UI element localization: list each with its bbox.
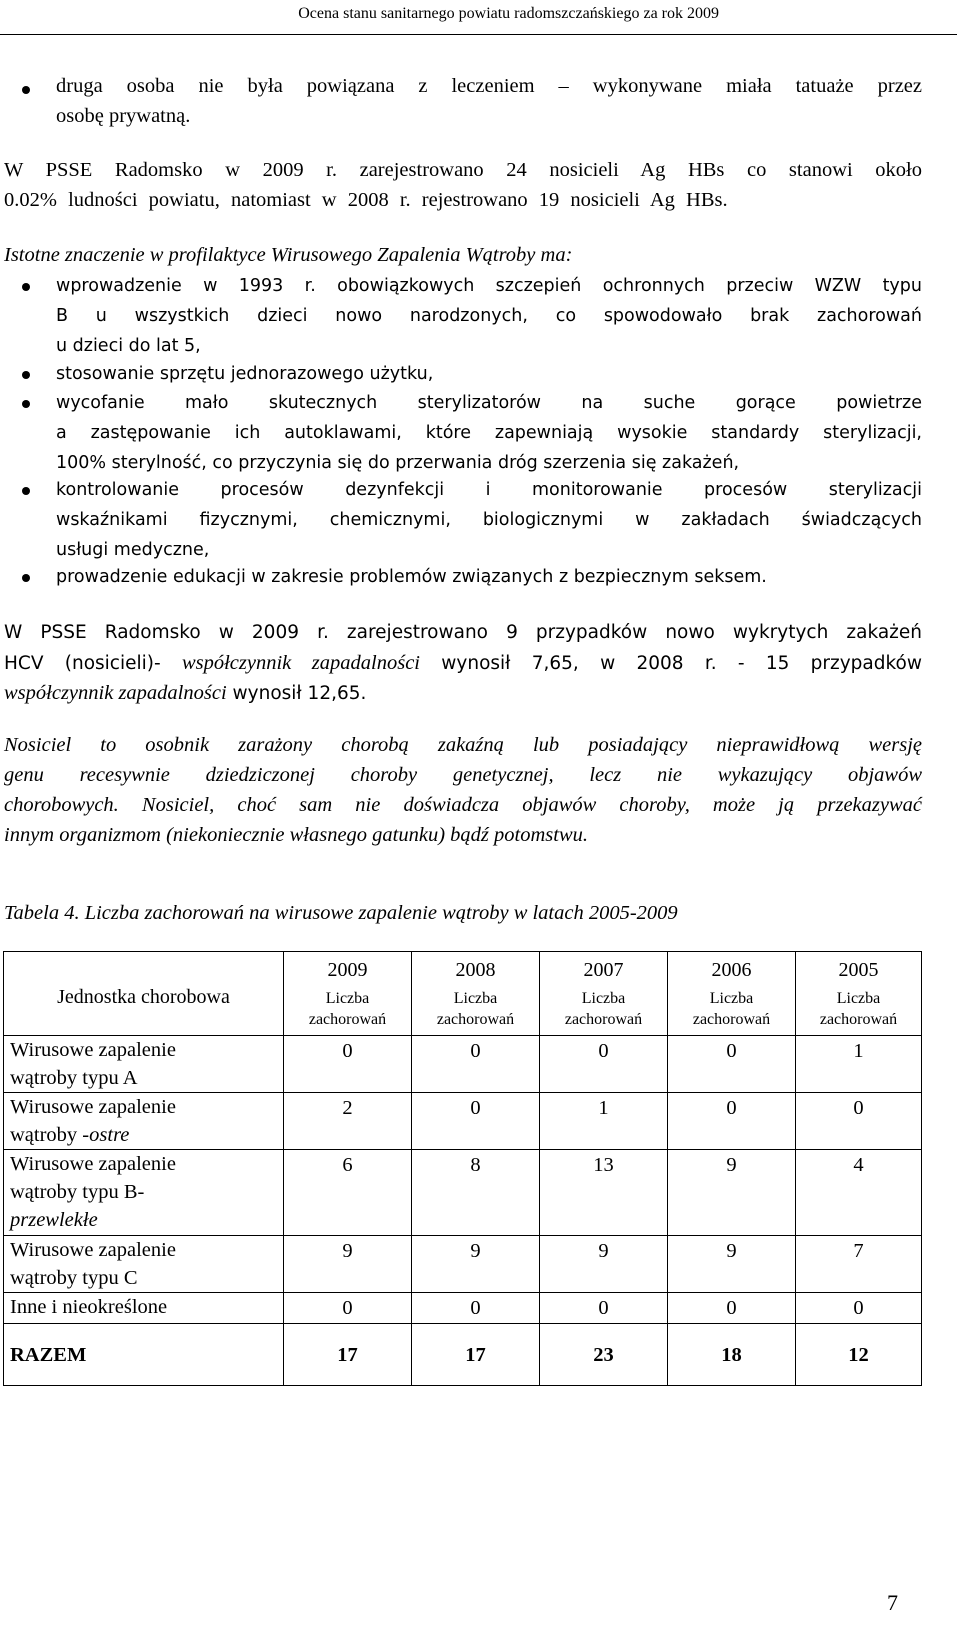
text-line: wycofanie mało skutecznych sterylizatorów na suche gorące powietrze (56, 393, 922, 413)
paragraph-hbs-carriers (4, 155, 922, 215)
data-table (3, 951, 922, 1386)
value-cell: 0 (668, 1036, 796, 1093)
sub-header-line: zachorowań (308, 1011, 387, 1028)
bullet-dot (22, 574, 30, 582)
value-cell: 0 (540, 1036, 668, 1093)
row-label-line: wątroby typu B- (10, 1181, 145, 1203)
total-value-cell: 18 (668, 1324, 796, 1386)
text-segment: wynosił 7,65, w 2008 r. - 15 przypadków (420, 653, 923, 674)
value-cell: 1 (796, 1036, 922, 1093)
value-cell: 9 (284, 1236, 412, 1293)
text-segment-italic: współczynnik zapadalności (4, 682, 227, 704)
row-label-cell (4, 1293, 284, 1324)
row-label-cell (4, 1036, 284, 1093)
text-line: W PSSE Radomsko w 2009 r. zarejestrowano 24 nosicieli Ag HBs co stanowi około (4, 159, 922, 181)
row-label-segment: wątroby - (10, 1124, 90, 1146)
total-label: RAZEM (4, 1324, 284, 1386)
row-label-line: Inne i nieokreślone (10, 1296, 168, 1318)
sub-header-line: zachorowań (692, 1011, 771, 1028)
total-value-cell: 17 (284, 1324, 412, 1386)
sub-header-line: Liczba (581, 990, 626, 1007)
sub-header-line: Liczba (836, 990, 881, 1007)
value-cell: 1 (540, 1093, 668, 1150)
year-header-cell (796, 952, 922, 1036)
table-caption-text: Liczba zachorowań na wirusowe zapalenie wątroby w latach 2005-2009 (84, 902, 678, 924)
year-label: 2007 (583, 959, 624, 981)
table-row (4, 1093, 922, 1150)
bullet-dot (22, 487, 30, 495)
value-cell: 13 (540, 1150, 668, 1236)
prevention-item-sterilizers (56, 388, 922, 478)
value-cell: 4 (796, 1150, 922, 1236)
value-cell: 0 (540, 1293, 668, 1324)
value-cell: 0 (412, 1093, 540, 1150)
row-label-line (10, 1121, 283, 1149)
row-label-line: Wirusowe zapalenie (10, 1096, 176, 1118)
table-row (4, 1036, 922, 1093)
sub-header (540, 988, 667, 1030)
sub-header-line: Liczba (709, 990, 754, 1007)
bullet-dot (22, 371, 30, 379)
year-header-cell (284, 952, 412, 1036)
sub-header-line: Liczba (453, 990, 498, 1007)
text-line: wskaźnikami fizycznymi, chemicznymi, biologicznymi w zakładach świadczących (56, 510, 922, 530)
year-header-cell (412, 952, 540, 1036)
text-line: chorobowych. Nosiciel, choć sam nie doświadcza objawów choroby, może ją przekazywać (4, 794, 922, 816)
row-label-line: Wirusowe zapalenie (10, 1153, 176, 1175)
year-header-cell (668, 952, 796, 1036)
row-label-line: wątroby typu C (10, 1267, 138, 1289)
year-label: 2005 (838, 959, 879, 981)
row-label-cell (4, 1150, 284, 1236)
value-cell: 7 (796, 1236, 922, 1293)
year-label: 2009 (327, 959, 368, 981)
text-line: wprowadzenie w 1993 r. obowiązkowych szczepień ochronnych przeciw WZW typu (56, 276, 922, 296)
total-value-cell: 17 (412, 1324, 540, 1386)
prevention-title-text: Istotne znaczenie w profilaktyce Wirusowego Zapalenia Wątroby ma: (4, 244, 573, 266)
text-line (4, 648, 922, 678)
text-line: 100% sterylność, co przyczynia się do przerwania dróg szerzenia się zakażeń, (56, 453, 740, 473)
text-segment-italic: współczynnik zapadalności (181, 652, 420, 674)
text-segment: wynosił 12,65. (226, 683, 367, 704)
text-line: osobę prywatną. (56, 105, 191, 127)
text-line: stosowanie sprzętu jednorazowego użytku, (56, 364, 434, 384)
header-title: Ocena stanu sanitarnego powiatu radomszczańskiego za rok 2009 (298, 5, 719, 22)
sub-header-line: zachorowań (436, 1011, 515, 1028)
bullet-dot (22, 400, 30, 408)
text-line: usługi medyczne, (56, 540, 210, 560)
value-cell: 9 (668, 1236, 796, 1293)
row-label-line: wątroby typu A (10, 1067, 138, 1089)
sub-header (284, 988, 411, 1030)
row-label-line: Wirusowe zapalenie (10, 1039, 176, 1061)
value-cell: 0 (284, 1036, 412, 1093)
prevention-item-education (56, 562, 922, 592)
bullet-dot (22, 283, 30, 291)
total-value-cell: 23 (540, 1324, 668, 1386)
sub-header (412, 988, 539, 1030)
year-label: 2006 (711, 959, 752, 981)
value-cell: 0 (412, 1036, 540, 1093)
value-cell: 0 (412, 1293, 540, 1324)
text-segment: HCV (nosicieli)- (4, 653, 182, 674)
sub-header (668, 988, 795, 1030)
total-value-cell: 12 (796, 1324, 922, 1386)
table-row (4, 1236, 922, 1293)
text-line: genu recesywnie dziedziczonej choroby genetycznej, lecz nie wykazujący objawów (4, 764, 922, 786)
text-line: u dzieci do lat 5, (56, 336, 201, 356)
header-rule (0, 34, 957, 35)
prevention-title (4, 240, 922, 270)
text-line: innym organizmom (niekoniecznie własnego gatunku) bądź potomstwu. (4, 824, 588, 846)
value-cell: 6 (284, 1150, 412, 1236)
text-line: 0.02% ludności powiatu, natomiast w 2008 r. rejestrowano 19 nosicieli Ag HBs. (4, 189, 728, 211)
text-line: prowadzenie edukacji w zakresie problemów związanych z bezpiecznym seksem. (56, 567, 767, 587)
table-caption (4, 898, 922, 928)
value-cell: 9 (540, 1236, 668, 1293)
text-line: W PSSE Radomsko w 2009 r. zarejestrowano 9 przypadków nowo wykrytych zakażeń (4, 622, 922, 643)
value-cell: 0 (796, 1293, 922, 1324)
row-label-cell (4, 1093, 284, 1150)
bullet-item-transmission (56, 71, 922, 131)
bullet-dot (22, 86, 30, 94)
table-caption-prefix: Tabela 4. (4, 902, 80, 924)
value-cell: 2 (284, 1093, 412, 1150)
row-label-italic: przewlekłe (10, 1209, 98, 1231)
text-line: druga osoba nie była powiązana z leczeniem – wykonywane miała tatuaże przez (56, 75, 922, 97)
text-line (4, 678, 922, 708)
row-label-line: Wirusowe zapalenie (10, 1239, 176, 1261)
value-cell: 9 (412, 1236, 540, 1293)
text-line: a zastępowanie ich autoklawami, które zapewniają wysokie standardy sterylizacji, (56, 423, 922, 443)
paragraph-carrier-definition (4, 730, 922, 850)
sub-header-line: Liczba (325, 990, 370, 1007)
value-cell: 0 (796, 1093, 922, 1150)
value-cell: 0 (668, 1293, 796, 1324)
table-row (4, 1150, 922, 1236)
sub-header-line: zachorowań (819, 1011, 898, 1028)
unit-header-cell (4, 952, 284, 1036)
value-cell: 8 (412, 1150, 540, 1236)
unit-header: Jednostka chorobowa (57, 985, 230, 1008)
row-label-italic: ostre (89, 1124, 130, 1146)
paragraph-hcv (4, 618, 922, 708)
text-line: B u wszystkich dzieci nowo narodzonych, co spowodowało brak zachorowań (56, 306, 922, 326)
prevention-item-disposable (56, 359, 922, 389)
value-cell: 0 (668, 1093, 796, 1150)
table-caption-line (4, 898, 922, 928)
table-header-row (4, 952, 922, 1036)
table-row (4, 1293, 922, 1324)
text-line: Nosiciel to osobnik zarażony chorobą zakaźną lub posiadający nieprawidłową wersję (4, 734, 922, 756)
prevention-item-vaccination (56, 271, 922, 361)
value-cell: 0 (284, 1293, 412, 1324)
value-cell: 9 (668, 1150, 796, 1236)
table-total-row (4, 1324, 922, 1386)
text-line: kontrolowanie procesów dezynfekcji i monitorowanie procesów sterylizacji (56, 480, 922, 500)
sub-header (796, 988, 921, 1030)
page-number: 7 (887, 1590, 898, 1615)
row-label-cell (4, 1236, 284, 1293)
year-header-cell (540, 952, 668, 1036)
sub-header-line: zachorowań (564, 1011, 643, 1028)
year-label: 2008 (455, 959, 496, 981)
prevention-item-monitoring (56, 475, 922, 565)
